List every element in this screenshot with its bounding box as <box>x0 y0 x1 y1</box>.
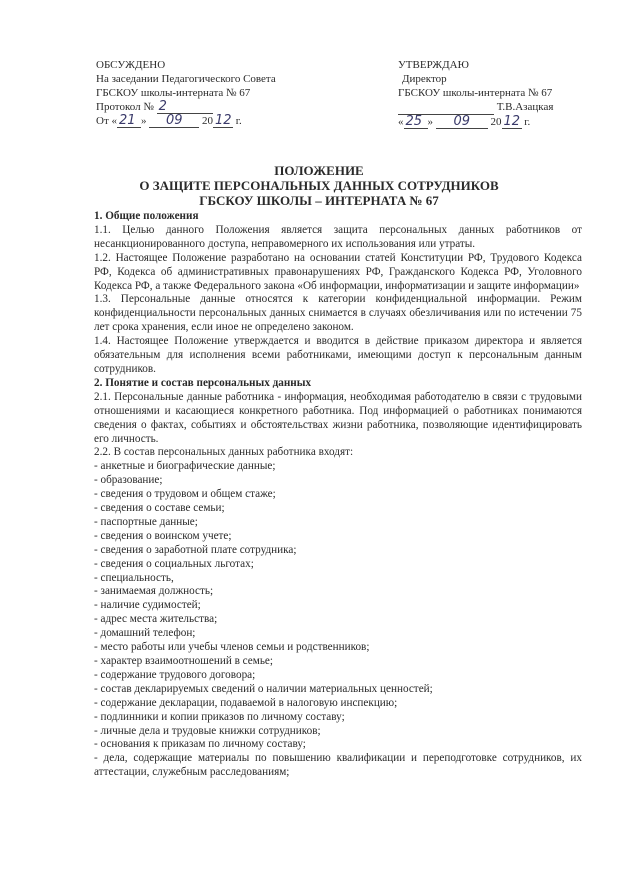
date-year-prefix-right: 20 <box>490 116 502 128</box>
paragraph-1-4: 1.4. Настоящее Положение утверждается и вводится в действие приказом директора и является обязательным для исполнения всеми работниками, имеющими доступ к персональным данным сотрудников. <box>94 335 582 375</box>
title-line-2: О ЗАЩИТЕ ПЕРСОНАЛЬНЫХ ДАННЫХ СОТРУДНИКОВ <box>139 178 499 193</box>
date-day: 21 <box>117 114 141 128</box>
list-item: - подлинники и копии приказов по личному составу; <box>94 710 345 723</box>
document-title <box>0 163 638 208</box>
list-item: - наличие судимостей; <box>94 599 201 612</box>
date-prefix-right: « <box>398 116 404 128</box>
list-item: - личные дела и трудовые книжки сотрудников; <box>94 724 321 737</box>
discussed-date-line <box>96 114 336 128</box>
list-item: - образование; <box>94 474 163 487</box>
signature-blank <box>398 100 494 115</box>
date-end: г. <box>235 115 242 127</box>
paragraph-1-2: 1.2. Настоящее Положение разработано на основании статей Конституции РФ, Трудового Кодекса РФ, Кодекса об административных правонарушениях РФ, Гражданского Кодекса РФ, Уголовного Кодекса РФ, а также Федерального закона «Об информации, информатизации и защите информации» <box>94 251 582 292</box>
list-item: - сведения о воинском учете; <box>94 529 232 542</box>
approved-date-line <box>398 115 598 129</box>
list-item: - содержание трудового договора; <box>94 668 256 681</box>
list-item: - сведения о составе семьи; <box>94 502 225 515</box>
list-item: - адрес места жительства; <box>94 613 218 626</box>
discussed-block <box>96 58 336 128</box>
title-line-3: ГБСКОУ ШКОЛЫ – ИНТЕРНАТА № 67 <box>199 193 439 208</box>
section-1-heading: 1. Общие положения <box>94 210 199 222</box>
paragraph-1-3: 1.3. Персональные данные относятся к категории конфиденциальной информации. Режим конфиденциальности персональных данных снимается в случаях обезличивания или по истечении 75 лет срока хранения, если иное не определено законом. <box>94 293 582 334</box>
list-item: - сведения о трудовом и общем стаже; <box>94 488 276 501</box>
protocol-label: Протокол № <box>96 101 154 113</box>
document-body <box>94 210 582 780</box>
list-item: - содержание декларации, подаваемой в налоговую инспекцию; <box>94 696 398 709</box>
school-line: ГБСКОУ школы-интерната № 67 <box>96 87 251 99</box>
date-end-right: г. <box>524 116 531 128</box>
paragraph-1-1: 1.1. Целью данного Положения является защита персональных данных работников от несанкционированного доступа, неправомерного их использования или утраты. <box>94 223 582 250</box>
date-month: 09 <box>149 114 199 128</box>
paragraph-2-2: 2.2. В состав персональных данных работника входят: <box>94 446 354 459</box>
list-item: - анкетные и биографические данные; <box>94 460 276 473</box>
paragraph-2-1: 2.1. Персональные данные работника - информация, необходимая работодателю в связи с трудовыми отношениями и касающиеся конкретного работника. Под информацией о работниках понимаются сведения о фактах, событиях и обстоятельствах жизни работника, позволяющие идентифицировать его личность. <box>94 390 582 445</box>
list-item: - сведения о заработной плате сотрудника; <box>94 543 297 556</box>
list-item: - занимаемая должность; <box>94 585 214 598</box>
list-item: - основания к приказам по личному составу; <box>94 738 306 751</box>
protocol-line <box>96 100 336 114</box>
section-2-heading: 2. Понятие и состав персональных данных <box>94 376 312 389</box>
date-year-suffix-right: 12 <box>503 114 521 129</box>
approved-heading: УТВЕРЖДАЮ <box>398 59 469 71</box>
list-item: - место работы или учебы членов семьи и родственников; <box>94 641 370 654</box>
date-month-right: 09 <box>436 115 488 129</box>
title-line-1: ПОЛОЖЕНИЕ <box>274 163 364 178</box>
director-line: Директор <box>402 73 447 85</box>
director-name: Т.В.Азацкая <box>496 101 554 113</box>
date-mid: » <box>141 115 147 127</box>
date-year-suffix: 12 <box>215 113 232 128</box>
list-item: - домашний телефон; <box>94 627 196 640</box>
list-item: - сведения о социальных льготах; <box>94 557 254 570</box>
date-year-prefix: 20 <box>202 115 214 127</box>
date-mid-right: » <box>427 116 433 128</box>
protocol-number: 2 <box>157 100 213 114</box>
list-item: - дела, содержащие материалы по повышению квалификации и переподготовке сотрудников, их аттестации, служебным расследованиям; <box>94 752 582 779</box>
list-item: - характер взаимоотношений в семье; <box>94 655 274 667</box>
council-line: На заседании Педагогического Совета <box>96 73 276 85</box>
list-item: - паспортные данные; <box>94 515 198 528</box>
approved-block <box>398 58 598 129</box>
date-prefix: От « <box>96 115 118 127</box>
school-line-right: ГБСКОУ школы-интерната № 67 <box>398 87 553 99</box>
date-day-right: 25 <box>404 115 428 129</box>
signature-line <box>398 100 598 115</box>
list-item: - специальность, <box>94 571 174 584</box>
discussed-heading: ОБСУЖДЕНО <box>96 59 166 71</box>
list-item: - состав декларируемых сведений о наличии материальных ценностей; <box>94 682 433 695</box>
